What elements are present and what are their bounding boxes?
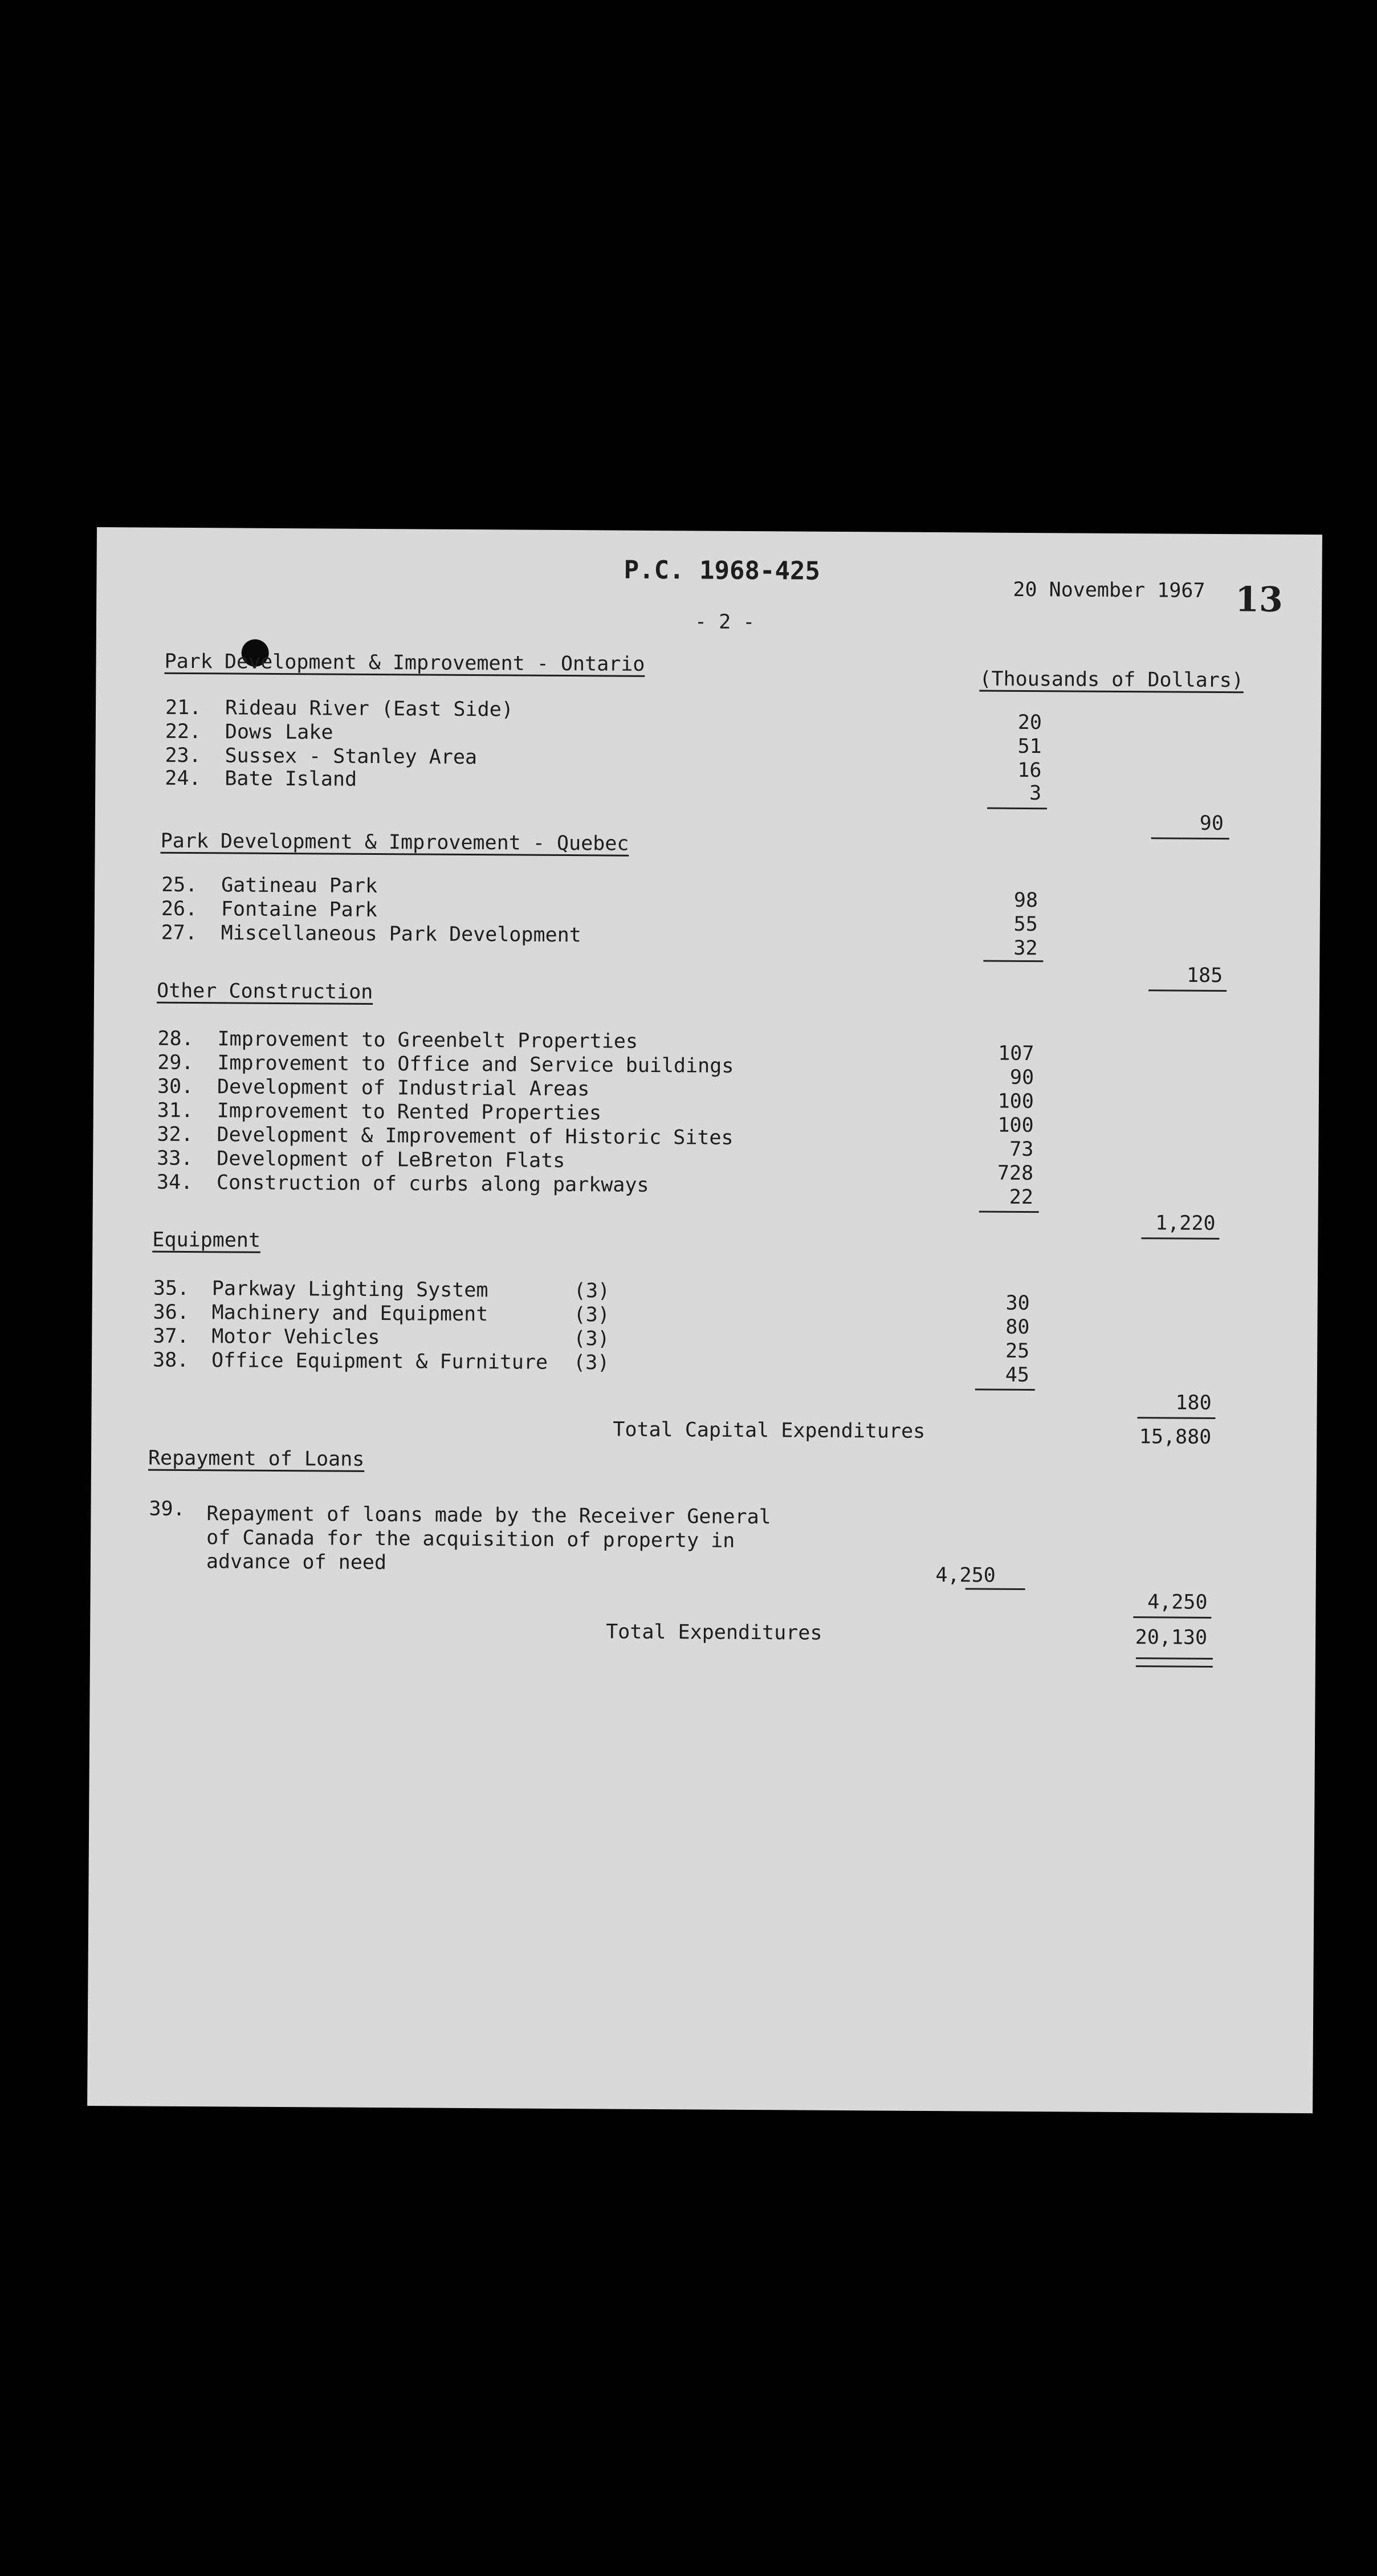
item-number: 38. bbox=[152, 1348, 189, 1372]
section-subtotal: 180 bbox=[1175, 1391, 1212, 1415]
item-number: 30. bbox=[157, 1075, 194, 1099]
total-capital-label: Total Capital Expenditures bbox=[613, 1418, 926, 1443]
subtotal-rule bbox=[1133, 1616, 1211, 1619]
repayment-line: Repayment of loans made by the Receiver General bbox=[206, 1502, 771, 1529]
item-label: Bate Island bbox=[225, 767, 357, 791]
item-number: 27. bbox=[161, 921, 197, 945]
item-note: (3) bbox=[573, 1351, 610, 1375]
item-label: Development of LeBreton Flats bbox=[217, 1147, 565, 1173]
section-subtotal: 90 bbox=[1199, 812, 1224, 835]
total-expenditures-value: 20,130 bbox=[1135, 1626, 1208, 1649]
item-label: Development & Improvement of Historic Sites bbox=[217, 1123, 734, 1150]
item-value: 100 bbox=[997, 1114, 1034, 1138]
item-value: 98 bbox=[1013, 888, 1038, 912]
item-number: 32. bbox=[157, 1123, 193, 1147]
repayment-line: advance of need bbox=[206, 1550, 387, 1575]
column-rule bbox=[965, 1588, 1025, 1590]
item-label: Parkway Lighting System bbox=[211, 1277, 488, 1302]
repayment-subtotal: 4,250 bbox=[1147, 1591, 1208, 1614]
item-number: 26. bbox=[161, 897, 198, 921]
subtotal-rule bbox=[1141, 1237, 1219, 1240]
item-note: (3) bbox=[573, 1279, 610, 1303]
section-subtotal: 185 bbox=[1186, 964, 1223, 988]
item-value: 73 bbox=[1009, 1138, 1034, 1161]
item-value: 107 bbox=[998, 1042, 1034, 1066]
item-number: 39. bbox=[149, 1497, 185, 1521]
item-number: 21. bbox=[165, 696, 202, 720]
item-value: 16 bbox=[1017, 759, 1042, 782]
item-label: Machinery and Equipment bbox=[211, 1301, 488, 1326]
item-value: 32 bbox=[1013, 936, 1038, 960]
item-number: 31. bbox=[157, 1099, 194, 1123]
item-value: 51 bbox=[1017, 735, 1042, 759]
column-rule bbox=[979, 1210, 1039, 1213]
item-number: 29. bbox=[157, 1051, 194, 1075]
item-label: Rideau River (East Side) bbox=[225, 696, 514, 722]
item-label: Sussex - Stanley Area bbox=[225, 744, 478, 769]
item-number: 37. bbox=[153, 1324, 189, 1348]
item-label: Office Equipment & Furniture bbox=[211, 1349, 548, 1374]
item-number: 22. bbox=[165, 720, 202, 744]
item-number: 35. bbox=[153, 1277, 190, 1301]
item-value: 30 bbox=[1005, 1291, 1030, 1315]
item-value: 20 bbox=[1017, 711, 1042, 735]
document-date: 20 November 1967 bbox=[1013, 578, 1205, 602]
subtotal-rule bbox=[1137, 1417, 1215, 1419]
total-expenditures-label: Total Expenditures bbox=[606, 1620, 822, 1645]
item-number: 36. bbox=[153, 1301, 189, 1324]
item-number: 23. bbox=[165, 744, 201, 768]
section-title-quebec: Park Development & Improvement - Quebec bbox=[160, 829, 629, 855]
item-label: Development of Industrial Areas bbox=[217, 1075, 590, 1101]
item-label: Gatineau Park bbox=[221, 874, 378, 898]
item-value: 3 bbox=[1029, 782, 1042, 805]
item-number: 24. bbox=[165, 767, 201, 790]
section-title-repayment: Repayment of Loans bbox=[148, 1446, 365, 1471]
section-title-other-construction: Other Construction bbox=[156, 979, 373, 1004]
item-label: Miscellaneous Park Development bbox=[221, 922, 581, 947]
item-value: 45 bbox=[1005, 1363, 1030, 1387]
total-capital-value: 15,880 bbox=[1139, 1425, 1212, 1449]
section-subtotal: 1,220 bbox=[1155, 1212, 1216, 1236]
item-note: (3) bbox=[573, 1303, 610, 1327]
item-value: 55 bbox=[1013, 912, 1038, 936]
item-value: 80 bbox=[1005, 1315, 1030, 1339]
item-number: 25. bbox=[161, 873, 198, 897]
item-label: Fontaine Park bbox=[221, 898, 377, 922]
column-rule bbox=[983, 960, 1043, 963]
item-value: 90 bbox=[1009, 1066, 1034, 1090]
item-number: 28. bbox=[157, 1027, 194, 1051]
folio-number: 13 bbox=[1235, 580, 1283, 620]
item-value: 100 bbox=[997, 1090, 1034, 1114]
column-rule bbox=[987, 808, 1047, 810]
item-value: 25 bbox=[1005, 1339, 1030, 1363]
repayment-value: 4,250 bbox=[935, 1564, 996, 1587]
page-number: - 2 - bbox=[694, 610, 755, 634]
item-value: 728 bbox=[997, 1161, 1034, 1185]
repayment-line: of Canada for the acquisition of property in bbox=[206, 1526, 735, 1552]
section-title-ontario: Park Development & Improvement - Ontario bbox=[164, 650, 645, 676]
subtotal-rule bbox=[1148, 989, 1227, 992]
units-label: (Thousands of Dollars) bbox=[979, 667, 1244, 692]
item-note: (3) bbox=[573, 1327, 610, 1351]
item-number: 34. bbox=[156, 1171, 193, 1195]
document-page bbox=[87, 527, 1322, 2113]
section-title-equipment: Equipment bbox=[152, 1228, 261, 1252]
item-label: Improvement to Rented Properties bbox=[217, 1099, 602, 1125]
double-underline bbox=[1136, 1657, 1213, 1668]
item-number: 33. bbox=[157, 1147, 193, 1171]
item-label: Improvement to Greenbelt Properties bbox=[217, 1028, 638, 1053]
order-number: P.C. 1968-425 bbox=[624, 555, 821, 586]
item-label: Construction of curbs along parkways bbox=[216, 1171, 649, 1197]
subtotal-rule bbox=[1151, 837, 1229, 839]
item-label: Motor Vehicles bbox=[211, 1325, 380, 1350]
item-value: 22 bbox=[1009, 1185, 1033, 1209]
column-rule bbox=[975, 1388, 1035, 1391]
item-label: Improvement to Office and Service buildings bbox=[217, 1051, 734, 1078]
item-label: Dows Lake bbox=[225, 720, 333, 744]
